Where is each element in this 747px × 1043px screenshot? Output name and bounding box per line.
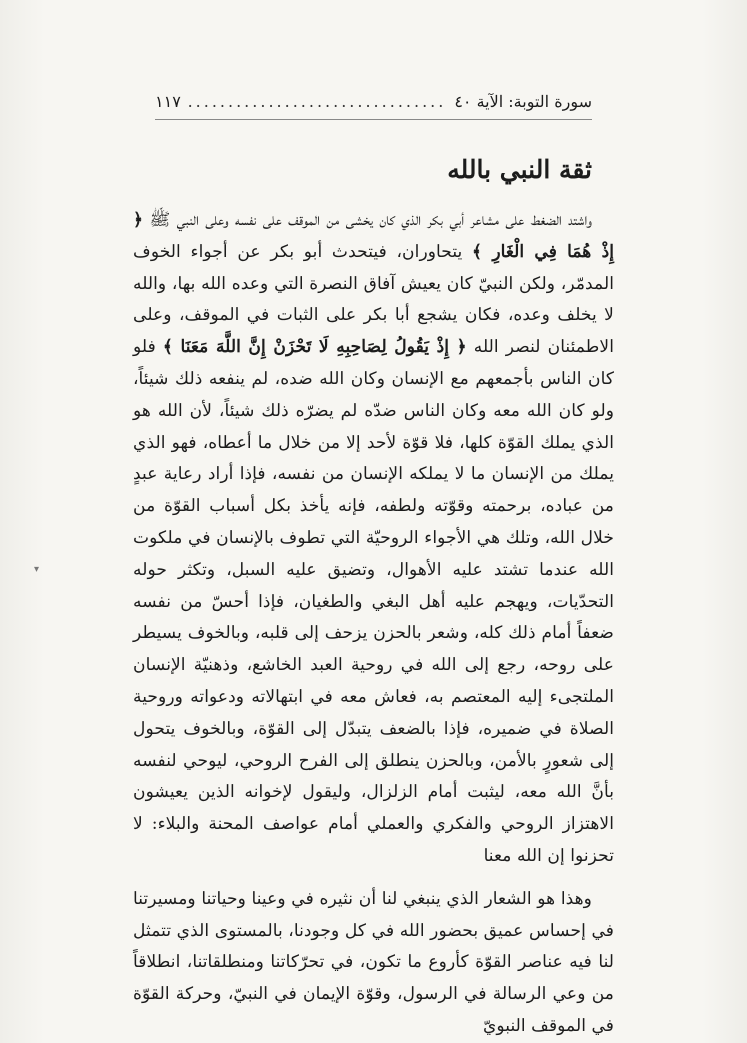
dot-leader: [189, 92, 447, 111]
body-text: [133, 205, 614, 1043]
paragraph-2: وهذا هو الشعار الذي ينبغي لنا أن نثيره في وعينا وحياتنا ومسيرتنا في إحساس عميق بحضور الله في كل وجودنا، بالمستوى الذي تتمثل لنا فيه عناصر القوّة كأروع ما تكون، في تحرّكاتنا ومنطلقاتنا، انطلاقاً من وعي الرسالة في الرسول، وقوّة الإيمان في النبيّ، وحركة القوّة في الموقف النبويّ: [133, 888, 614, 1036]
header-rule: [155, 119, 592, 120]
running-head: [155, 92, 592, 111]
quran-quote-2: ﴿ إِذْ يَقُولُ لِصَاحِبِهِ لَا تَحْزَنْ إِنَّ اللَّهَ مَعَنَا ﴾: [162, 337, 467, 358]
paragraph-1: [133, 205, 614, 873]
page-number: ١١٧: [155, 92, 181, 111]
section-heading: ثقة النبي بالله: [447, 155, 592, 184]
paragraph-1-part-1: واشتد الضغط على مشاعر أبي بكر الذي كان يخشى من الموقف على نفسه وعلى النبي ﷺ: [143, 210, 592, 230]
running-head-title: سورة التوبة: الآية ٤٠: [454, 92, 592, 111]
paragraph-1-part-2: يتحاوران، فيتحدث أبو بكر عن أجواء الخوف المدمّر، ولكن النبيّ كان يعيش آفاق النصرة التي وعده الله بها، والله لا يخلف وعده، فكان يشجع أبا بكر على الثبات في الموقف، وعلى الاطمئنان لنصر الله: [133, 241, 614, 358]
margin-mark: ▾: [34, 564, 40, 575]
paragraph-1-part-3: فلو كان الناس بأجمعهم مع الإنسان وكان الله ضده، لم ينفعه ذلك شيئاً، ولو كان الله معه وكان الناس ضدّه لم يضرّه ذلك شيئاً، لأن الله هو الذي يملك القوّة كلها، فلا قوّة لأحد إلا من خلال ما أعطاه، فهو الذي يملك من الإنسان ما لا يملكه الإنسان من نفسه، فإذا أراد رعاية عبدٍ من عباده، برحمته وقوّته ولطفه، فإنه يأخذ بكل أسباب القوّة من خلال الله، وتلك هي الأجواء الروحيّة التي تطوف بالإنسان في ملكوت الله عندما تشتد عليه الأهوال، وتضيق عليه السبل، وتكثر حوله التحدّيات، ويهجم عليه أهل البغي والطغيان، فإذا أحسّ من نفسه ضعفاً أمام ذلك كله، وشعر بالحزن يزحف إلى قلبه، وبالخوف يسيطر على روحه، رجع إلى الله في روحية العبد الخاشع، وذهنيّة الإنسان الملتجىء إليه المعتصم به، فعاش معه في ابتهالاته ودعواته وروحية الصلاة في ضميره، فإذا بالضعف يتبدّل إلى القوّة، وبالخوف يتحول إلى شعورٍ بالأمن، وبالحزن ينطلق إلى الفرح الروحي، ليوحي لنفسه بأنَّ الله معه، ليثبت أمام الزلزال، وليقول لإخوانه الذين يعيشون الاهتزاز الروحي والفكري والعملي أمام عواصف المحنة والبلاء: لا تحزنوا إن الله معنا: [133, 337, 614, 866]
quran-quote-1: ﴿ إِذْ هُمَا فِي الْغَارِ ﴾: [133, 210, 615, 262]
